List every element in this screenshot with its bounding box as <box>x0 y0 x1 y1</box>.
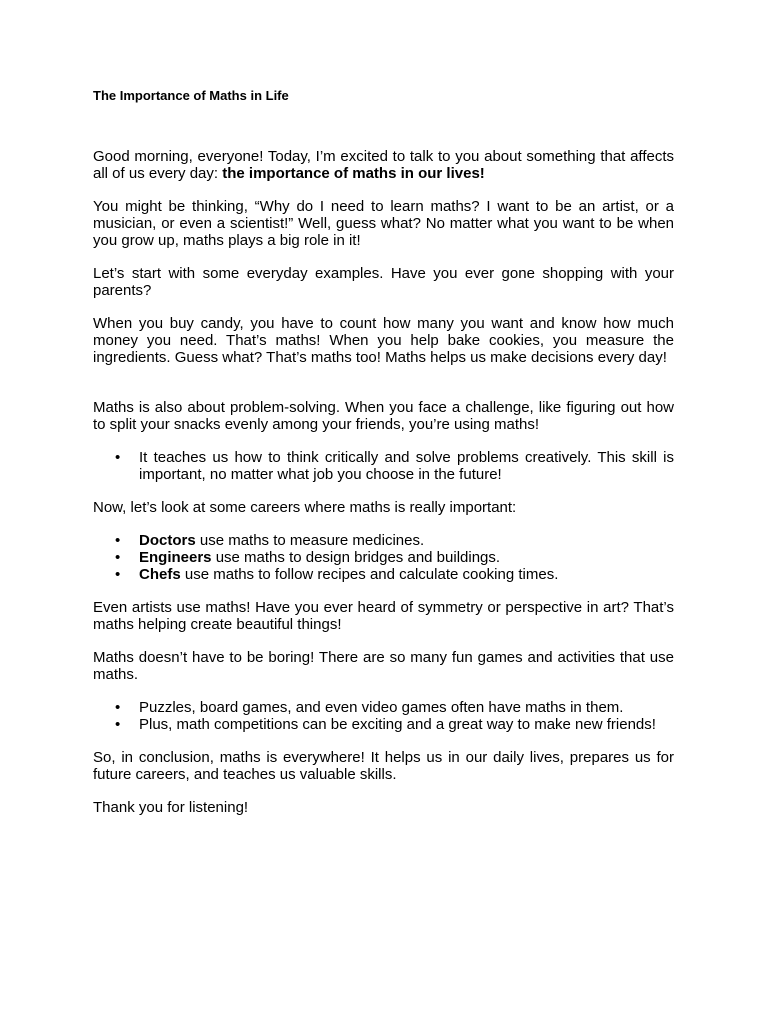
document-title: The Importance of Maths in Life <box>93 88 289 103</box>
list-item <box>93 449 674 483</box>
list-item-text: It teaches us how to think critically and solve problems creatively. This skill is important, no matter what job you choose in the future! <box>139 449 674 483</box>
career-name: Doctors <box>139 532 196 549</box>
bullet-icon: • <box>115 532 121 549</box>
critical-thinking-list <box>93 449 674 483</box>
paragraph-careers-intro: Now, let’s look at some careers where maths is really important: <box>93 499 517 516</box>
list-item <box>93 532 674 549</box>
career-description: use maths to design bridges and buildings. <box>211 549 501 566</box>
paragraph-thank-you: Thank you for listening! <box>93 799 249 816</box>
bullet-icon: • <box>115 699 121 716</box>
bullet-icon: • <box>115 449 121 466</box>
games-list <box>93 699 674 733</box>
paragraph-fun-games: Maths doesn’t have to be boring! There are so many fun games and activities that use maths. <box>93 649 674 683</box>
career-name: Engineers <box>139 549 212 566</box>
bullet-icon: • <box>115 716 121 733</box>
list-item-text: Plus, math competitions can be exciting and a great way to make new friends! <box>139 716 656 733</box>
paragraph-why-learn: You might be thinking, “Why do I need to learn maths? I want to be an artist, or a musician, or even a scientist!” Well, guess what? No matter what you want to be when you grow up, maths plays a big role in it! <box>93 198 674 249</box>
careers-list <box>93 532 674 583</box>
list-item <box>93 716 674 733</box>
paragraph-everyday-examples: Let’s start with some everyday examples. Have you ever gone shopping with your parents? <box>93 265 674 299</box>
intro-text: Good morning, everyone! Today, I’m excited to talk to you about something that affects all of us every day: <box>93 148 674 182</box>
intro-paragraph <box>93 148 674 182</box>
paragraph-candy-cookies: When you buy candy, you have to count how many you want and know how much money you need. That’s maths! When you help bake cookies, you measure the ingredients. Guess what? That’s maths too! Maths helps us make decisions every day! <box>93 315 674 366</box>
bullet-icon: • <box>115 549 121 566</box>
paragraph-problem-solving: Maths is also about problem-solving. When you face a challenge, like figuring out how to split your snacks evenly among your friends, you’re using maths! <box>93 399 674 433</box>
list-item <box>93 566 674 583</box>
bullet-icon: • <box>115 566 121 583</box>
intro-bold-text: the importance of maths in our lives! <box>222 165 485 182</box>
career-description: use maths to measure medicines. <box>195 532 425 549</box>
list-item <box>93 699 674 716</box>
paragraph-conclusion: So, in conclusion, maths is everywhere! It helps us in our daily lives, prepares us for future careers, and teaches us valuable skills. <box>93 749 674 783</box>
document-body <box>93 148 674 832</box>
career-description: use maths to follow recipes and calculate cooking times. <box>180 566 559 583</box>
paragraph-artists: Even artists use maths! Have you ever heard of symmetry or perspective in art? That’s maths helping create beautiful things! <box>93 599 674 633</box>
career-name: Chefs <box>139 566 181 583</box>
list-item-text: Puzzles, board games, and even video games often have maths in them. <box>139 699 624 716</box>
list-item <box>93 549 674 566</box>
